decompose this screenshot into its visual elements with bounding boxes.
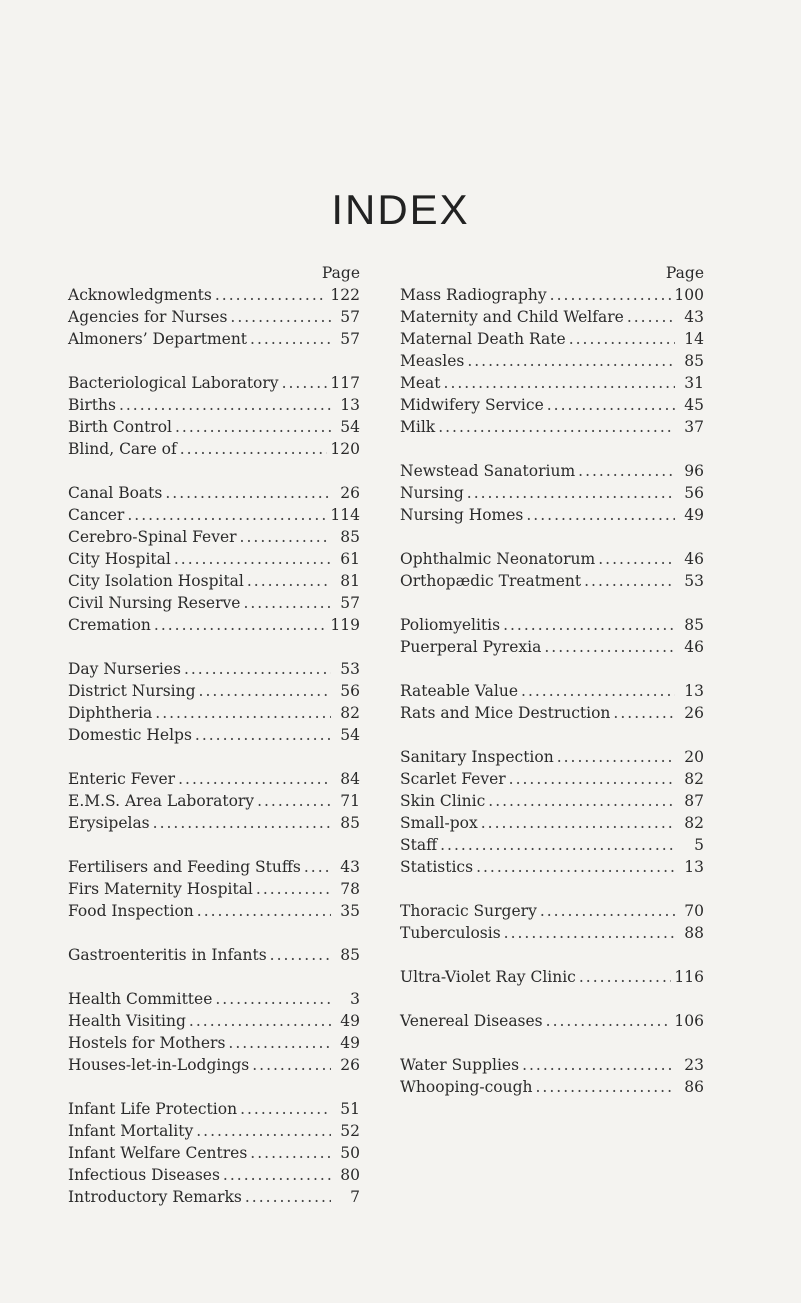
entry-page-number: 122 bbox=[330, 286, 360, 304]
index-entry bbox=[400, 900, 704, 922]
dot-leader bbox=[522, 1054, 675, 1076]
index-entry bbox=[400, 350, 704, 372]
index-entry bbox=[400, 460, 704, 482]
index-groups bbox=[400, 284, 704, 1098]
dot-leader bbox=[579, 966, 672, 988]
entry-label: Food Inspection bbox=[68, 902, 194, 920]
index-entry bbox=[400, 284, 704, 306]
entry-page-number: 96 bbox=[684, 462, 704, 480]
entry-label: Midwifery Service bbox=[400, 396, 544, 414]
entry-label: Fertilisers and Feeding Stuffs bbox=[68, 858, 301, 876]
entry-label: Ultra-Violet Ray Clinic bbox=[400, 968, 576, 986]
entry-page-number: 5 bbox=[694, 836, 704, 854]
entry-page-number: 57 bbox=[340, 308, 360, 326]
dot-leader bbox=[175, 416, 331, 438]
index-entry bbox=[68, 768, 360, 790]
index-entry bbox=[400, 768, 704, 790]
entry-page-number: 120 bbox=[330, 440, 360, 458]
page-column-heading: Page bbox=[665, 264, 704, 282]
entry-page-number: 46 bbox=[684, 550, 704, 568]
entry-page-number: 49 bbox=[340, 1012, 360, 1030]
dot-leader bbox=[270, 944, 331, 966]
entry-label: Infant Welfare Centres bbox=[68, 1144, 248, 1162]
index-entry bbox=[400, 394, 704, 416]
entry-page-number: 116 bbox=[674, 968, 704, 986]
index-entry bbox=[400, 856, 704, 878]
entry-label: Domestic Helps bbox=[68, 726, 192, 744]
dot-leader bbox=[547, 394, 675, 416]
dot-leader bbox=[184, 658, 331, 680]
dot-leader bbox=[488, 790, 675, 812]
dot-leader bbox=[196, 1120, 331, 1142]
dot-leader bbox=[536, 1076, 676, 1098]
dot-leader bbox=[243, 592, 331, 614]
dot-leader bbox=[127, 504, 327, 526]
dot-leader bbox=[569, 328, 675, 350]
index-entry bbox=[400, 306, 704, 328]
entry-label: Hostels for Mothers bbox=[68, 1034, 226, 1052]
index-entry bbox=[68, 548, 360, 570]
entry-label: Almoners’ Department bbox=[68, 330, 248, 348]
entry-label: Diphtheria bbox=[68, 704, 153, 722]
index-entry bbox=[68, 614, 360, 636]
dot-leader bbox=[240, 1098, 331, 1120]
entry-page-number: 52 bbox=[340, 1122, 360, 1140]
index-group bbox=[68, 768, 360, 834]
dot-leader bbox=[119, 394, 331, 416]
entry-label: Enteric Fever bbox=[68, 770, 176, 788]
index-entry bbox=[68, 1010, 360, 1032]
dot-leader bbox=[578, 460, 675, 482]
entry-page-number: 117 bbox=[330, 374, 360, 392]
index-entry bbox=[400, 636, 704, 658]
entry-label: Staff bbox=[400, 836, 438, 854]
entry-page-number: 37 bbox=[684, 418, 704, 436]
dot-leader bbox=[230, 306, 331, 328]
index-entry bbox=[400, 834, 704, 856]
dot-leader bbox=[440, 834, 675, 856]
index-entry bbox=[68, 856, 360, 878]
index-column-left bbox=[68, 262, 360, 1208]
index-entry bbox=[68, 1098, 360, 1120]
entry-page-number: 49 bbox=[340, 1034, 360, 1052]
dot-leader bbox=[180, 438, 328, 460]
entry-label: Bacteriological Laboratory bbox=[68, 374, 279, 392]
entry-label: Skin Clinic bbox=[400, 792, 486, 810]
entry-page-number: 85 bbox=[684, 352, 704, 370]
index-group bbox=[400, 460, 704, 526]
index-entry bbox=[400, 372, 704, 394]
index-entry bbox=[68, 1142, 360, 1164]
entry-page-number: 13 bbox=[684, 858, 704, 876]
entry-label: District Nursing bbox=[68, 682, 196, 700]
dot-leader bbox=[526, 504, 675, 526]
entry-page-number: 81 bbox=[340, 572, 360, 590]
index-group bbox=[400, 746, 704, 878]
entry-page-number: 86 bbox=[684, 1078, 704, 1096]
entry-label: E.M.S. Area Laboratory bbox=[68, 792, 255, 810]
index-entry bbox=[68, 724, 360, 746]
index-group bbox=[68, 658, 360, 746]
index-entry bbox=[68, 988, 360, 1010]
index-column-right bbox=[400, 262, 704, 1098]
dot-leader bbox=[584, 570, 675, 592]
dot-leader bbox=[557, 746, 675, 768]
entry-page-number: 119 bbox=[330, 616, 360, 634]
dot-leader bbox=[444, 372, 675, 394]
dot-leader bbox=[627, 306, 675, 328]
index-entry bbox=[400, 702, 704, 724]
entry-page-number: 26 bbox=[340, 1056, 360, 1074]
entry-label: Health Committee bbox=[68, 990, 213, 1008]
dot-leader bbox=[521, 680, 675, 702]
index-entry bbox=[68, 1120, 360, 1142]
entry-page-number: 35 bbox=[340, 902, 360, 920]
dot-leader bbox=[546, 1010, 672, 1032]
index-entry bbox=[400, 416, 704, 438]
index-entry bbox=[400, 1054, 704, 1076]
entry-label: Introductory Remarks bbox=[68, 1188, 242, 1206]
entry-page-number: 23 bbox=[684, 1056, 704, 1074]
index-group bbox=[68, 856, 360, 922]
entry-label: Mass Radiography bbox=[400, 286, 547, 304]
entry-label: Nursing bbox=[400, 484, 464, 502]
dot-leader bbox=[481, 812, 675, 834]
index-entry bbox=[400, 570, 704, 592]
dot-leader bbox=[509, 768, 675, 790]
entry-page-number: 88 bbox=[684, 924, 704, 942]
index-entry bbox=[68, 900, 360, 922]
dot-leader bbox=[197, 900, 331, 922]
index-entry bbox=[68, 394, 360, 416]
index-entry bbox=[68, 482, 360, 504]
index-entry bbox=[68, 658, 360, 680]
index-entry bbox=[68, 944, 360, 966]
index-groups bbox=[68, 284, 360, 1208]
entry-page-number: 20 bbox=[684, 748, 704, 766]
entry-page-number: 57 bbox=[340, 330, 360, 348]
index-entry bbox=[68, 328, 360, 350]
entry-label: Milk bbox=[400, 418, 436, 436]
entry-label: Statistics bbox=[400, 858, 474, 876]
dot-leader bbox=[165, 482, 331, 504]
dot-leader bbox=[178, 768, 331, 790]
index-group bbox=[400, 284, 704, 438]
dot-leader bbox=[503, 614, 675, 636]
entry-label: Maternity and Child Welfare bbox=[400, 308, 624, 326]
entry-label: Orthopædic Treatment bbox=[400, 572, 582, 590]
index-entry bbox=[68, 702, 360, 724]
entry-page-number: 31 bbox=[684, 374, 704, 392]
entry-page-number: 85 bbox=[684, 616, 704, 634]
entry-page-number: 87 bbox=[684, 792, 704, 810]
entry-label: Newstead Sanatorium bbox=[400, 462, 576, 480]
index-group bbox=[68, 372, 360, 460]
index-group bbox=[68, 482, 360, 636]
index-entry bbox=[400, 790, 704, 812]
index-group bbox=[68, 284, 360, 350]
index-entry bbox=[68, 1186, 360, 1208]
page-title: INDEX bbox=[331, 186, 470, 233]
entry-label: Small-pox bbox=[400, 814, 478, 832]
index-entry bbox=[400, 1010, 704, 1032]
entry-label: Day Nurseries bbox=[68, 660, 181, 678]
index-entry bbox=[400, 746, 704, 768]
index-entry bbox=[68, 416, 360, 438]
dot-leader bbox=[195, 724, 331, 746]
entry-page-number: 70 bbox=[684, 902, 704, 920]
entry-label: Thoracic Surgery bbox=[400, 902, 537, 920]
entry-page-number: 84 bbox=[340, 770, 360, 788]
index-entry bbox=[400, 922, 704, 944]
entry-page-number: 85 bbox=[340, 528, 360, 546]
entry-page-number: 43 bbox=[340, 858, 360, 876]
entry-label: Houses-let-in-Lodgings bbox=[68, 1056, 250, 1074]
index-entry bbox=[68, 592, 360, 614]
dot-leader bbox=[223, 1164, 331, 1186]
dot-leader bbox=[598, 548, 675, 570]
entry-label: Births bbox=[68, 396, 116, 414]
index-entry bbox=[400, 812, 704, 834]
index-entry bbox=[68, 790, 360, 812]
entry-label: Poliomyelitis bbox=[400, 616, 501, 634]
index-entry bbox=[68, 504, 360, 526]
index-entry bbox=[68, 878, 360, 900]
entry-page-number: 85 bbox=[340, 814, 360, 832]
entry-page-number: 57 bbox=[340, 594, 360, 612]
entry-label: Canal Boats bbox=[68, 484, 163, 502]
index-entry bbox=[68, 1164, 360, 1186]
index-group bbox=[68, 944, 360, 966]
index-entry bbox=[68, 284, 360, 306]
entry-label: Firs Maternity Hospital bbox=[68, 880, 253, 898]
index-entry bbox=[68, 1054, 360, 1076]
entry-label: Ophthalmic Neonatorum bbox=[400, 550, 596, 568]
entry-page-number: 82 bbox=[684, 770, 704, 788]
entry-label: Blind, Care of bbox=[68, 440, 177, 458]
dot-leader bbox=[504, 922, 675, 944]
dot-leader bbox=[240, 526, 331, 548]
entry-label: Infant Life Protection bbox=[68, 1100, 238, 1118]
entry-label: Sanitary Inspection bbox=[400, 748, 554, 766]
entry-page-number: 100 bbox=[674, 286, 704, 304]
index-group bbox=[400, 614, 704, 658]
dot-leader bbox=[250, 328, 331, 350]
entry-page-number: 26 bbox=[684, 704, 704, 722]
entry-page-number: 61 bbox=[340, 550, 360, 568]
dot-leader bbox=[245, 1186, 331, 1208]
entry-label: Birth Control bbox=[68, 418, 172, 436]
entry-page-number: 82 bbox=[684, 814, 704, 832]
dot-leader bbox=[467, 350, 675, 372]
dot-leader bbox=[257, 790, 331, 812]
index-entry bbox=[68, 306, 360, 328]
entry-label: Cancer bbox=[68, 506, 125, 524]
index-group bbox=[400, 1054, 704, 1098]
entry-label: Whooping-cough bbox=[400, 1078, 533, 1096]
entry-page-number: 114 bbox=[330, 506, 360, 524]
entry-label: Scarlet Fever bbox=[400, 770, 506, 788]
index-group bbox=[400, 966, 704, 988]
entry-page-number: 3 bbox=[350, 990, 360, 1008]
entry-label: Nursing Homes bbox=[400, 506, 524, 524]
dot-leader bbox=[199, 680, 331, 702]
entry-page-number: 53 bbox=[684, 572, 704, 590]
index-entry bbox=[400, 1076, 704, 1098]
index-entry bbox=[400, 966, 704, 988]
entry-label: Civil Nursing Reserve bbox=[68, 594, 241, 612]
dot-leader bbox=[256, 878, 331, 900]
entry-page-number: 54 bbox=[340, 418, 360, 436]
entry-page-number: 7 bbox=[350, 1188, 360, 1206]
dot-leader bbox=[154, 614, 328, 636]
dot-leader bbox=[215, 988, 331, 1010]
entry-label: Measles bbox=[400, 352, 465, 370]
entry-page-number: 54 bbox=[340, 726, 360, 744]
entry-label: City Isolation Hospital bbox=[68, 572, 244, 590]
index-group bbox=[68, 1098, 360, 1208]
entry-page-number: 71 bbox=[340, 792, 360, 810]
dot-leader bbox=[282, 372, 328, 394]
entry-label: Infant Mortality bbox=[68, 1122, 194, 1140]
entry-page-number: 82 bbox=[340, 704, 360, 722]
dot-leader bbox=[252, 1054, 331, 1076]
entry-label: Maternal Death Rate bbox=[400, 330, 566, 348]
entry-page-number: 56 bbox=[340, 682, 360, 700]
dot-leader bbox=[153, 812, 331, 834]
index-entry bbox=[400, 680, 704, 702]
entry-label: Rateable Value bbox=[400, 682, 519, 700]
entry-label: Tuberculosis bbox=[400, 924, 501, 942]
index-entry bbox=[400, 548, 704, 570]
index-group bbox=[68, 988, 360, 1076]
dot-leader bbox=[438, 416, 675, 438]
index-group bbox=[400, 680, 704, 724]
dot-leader bbox=[467, 482, 675, 504]
index-entry bbox=[68, 680, 360, 702]
entry-label: Acknowledgments bbox=[68, 286, 212, 304]
entry-label: Health Visiting bbox=[68, 1012, 186, 1030]
index-entry bbox=[400, 482, 704, 504]
dot-leader bbox=[215, 284, 328, 306]
dot-leader bbox=[189, 1010, 331, 1032]
entry-page-number: 26 bbox=[340, 484, 360, 502]
index-group bbox=[400, 1010, 704, 1032]
dot-leader bbox=[174, 548, 331, 570]
dot-leader bbox=[247, 570, 331, 592]
index-group bbox=[400, 548, 704, 592]
index-entry bbox=[68, 570, 360, 592]
index-entry bbox=[68, 372, 360, 394]
entry-label: City Hospital bbox=[68, 550, 171, 568]
index-entry bbox=[400, 328, 704, 350]
entry-label: Meat bbox=[400, 374, 441, 392]
dot-leader bbox=[613, 702, 675, 724]
entry-page-number: 14 bbox=[684, 330, 704, 348]
dot-leader bbox=[228, 1032, 331, 1054]
entry-page-number: 51 bbox=[340, 1100, 360, 1118]
entry-label: Puerperal Pyrexia bbox=[400, 638, 542, 656]
entry-page-number: 13 bbox=[340, 396, 360, 414]
entry-label: Water Supplies bbox=[400, 1056, 520, 1074]
index-entry bbox=[400, 614, 704, 636]
entry-label: Venereal Diseases bbox=[400, 1012, 543, 1030]
entry-page-number: 45 bbox=[684, 396, 704, 414]
dot-leader bbox=[476, 856, 675, 878]
entry-page-number: 43 bbox=[684, 308, 704, 326]
entry-label: Rats and Mice Destruction bbox=[400, 704, 611, 722]
entry-page-number: 50 bbox=[340, 1144, 360, 1162]
dot-leader bbox=[304, 856, 331, 878]
entry-label: Gastroenteritis in Infants bbox=[68, 946, 267, 964]
entry-page-number: 46 bbox=[684, 638, 704, 656]
entry-page-number: 56 bbox=[684, 484, 704, 502]
entry-label: Erysipelas bbox=[68, 814, 150, 832]
entry-page-number: 53 bbox=[340, 660, 360, 678]
dot-leader bbox=[155, 702, 331, 724]
entry-page-number: 80 bbox=[340, 1166, 360, 1184]
entry-label: Infectious Diseases bbox=[68, 1166, 220, 1184]
index-entry bbox=[68, 812, 360, 834]
dot-leader bbox=[550, 284, 672, 306]
page-column-heading: Page bbox=[321, 264, 360, 282]
entry-page-number: 13 bbox=[684, 682, 704, 700]
index-entry bbox=[400, 504, 704, 526]
entry-page-number: 49 bbox=[684, 506, 704, 524]
entry-page-number: 85 bbox=[340, 946, 360, 964]
index-entry bbox=[68, 438, 360, 460]
index-group bbox=[400, 900, 704, 944]
entry-label: Cerebro-Spinal Fever bbox=[68, 528, 237, 546]
index-entry bbox=[68, 526, 360, 548]
entry-page-number: 78 bbox=[340, 880, 360, 898]
index-entry bbox=[68, 1032, 360, 1054]
dot-leader bbox=[250, 1142, 331, 1164]
entry-page-number: 106 bbox=[674, 1012, 704, 1030]
dot-leader bbox=[540, 900, 675, 922]
dot-leader bbox=[544, 636, 675, 658]
entry-label: Agencies for Nurses bbox=[68, 308, 228, 326]
entry-label: Cremation bbox=[68, 616, 151, 634]
